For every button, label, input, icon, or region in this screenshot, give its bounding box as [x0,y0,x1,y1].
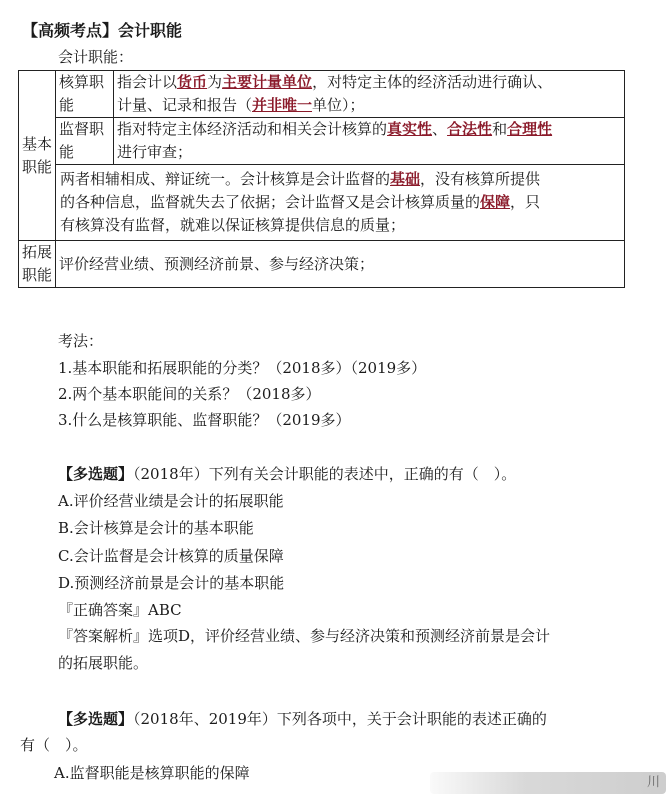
extended-function-desc: 评价经营业绩、预测经济前景、参与经济决策； [56,241,625,288]
question-2-stem: 【多选题】（2018年、2019年）下列各项中，关于会计职能的表述正确的 [58,710,547,728]
basic-function-label-line: 职能 [21,157,52,176]
page-title: 【高频考点】会计职能 [22,21,183,40]
question-1-stem: 【多选题】（2018年）下列有关会计职能的表述中，正确的有（ ）。 [58,465,517,483]
question-1-option: D.预测经济前景是会计的基本职能 [58,574,285,592]
supervision-function-name: 监督职 能 [56,118,114,165]
question-2-stem-cont: 有（ ）。 [20,736,88,754]
question-1-answer: 『正确答案』ABC [58,601,182,619]
table-row [19,71,625,118]
list-item: 1.基本职能和拓展职能的分类？（2018多）（2019多） [58,359,427,377]
list-item: 2.两个基本职能间的关系？（2018多） [58,385,321,403]
question-1-option: A.评价经营业绩是会计的拓展职能 [58,492,284,510]
function-table [18,70,625,288]
supervision-function-desc: 指对特定主体经济活动和相关会计核算的真实性、合法性和合理性 进行审查； [114,118,625,165]
table-row [19,118,625,165]
question-1-explanation: 的拓展职能。 [58,654,149,672]
function-relation-desc: 两者相辅相成、辩证统一。会计核算是会计监督的基础，没有核算所提供 的各种信息，监督就失去了依据；会计监督又是会计核算质量的保障，只 有核算没有监督，就难以保证核算提供信息的质量； [56,165,625,241]
accounting-function-desc: 指会计以货币为主要计量单位，对特定主体的经济活动进行确认、 计量、记录和报告（并非唯一单位）； [114,71,625,118]
list-item: 3.什么是核算职能、监督职能？（2019多） [58,411,351,429]
table-row [19,165,625,241]
table-row [19,241,625,288]
extended-function-label: 拓展 职能 [19,241,56,288]
watermark: 川 [430,772,666,794]
accounting-function-name: 核算职 能 [56,71,114,118]
basic-function-label [19,71,56,241]
section-subtitle: 会计职能： [58,48,134,66]
question-1-option: B.会计核算是会计的基本职能 [58,519,254,537]
question-1-option: C.会计监督是会计核算的质量保障 [58,547,284,565]
exam-label: 考法： [58,332,104,350]
question-2-option: A.监督职能是核算职能的保障 [54,764,250,782]
basic-function-label-line: 基本 [21,134,52,153]
question-1-explanation: 『答案解析』选项D，评价经营业绩、参与经济决策和预测经济前景是会计 [58,627,551,645]
